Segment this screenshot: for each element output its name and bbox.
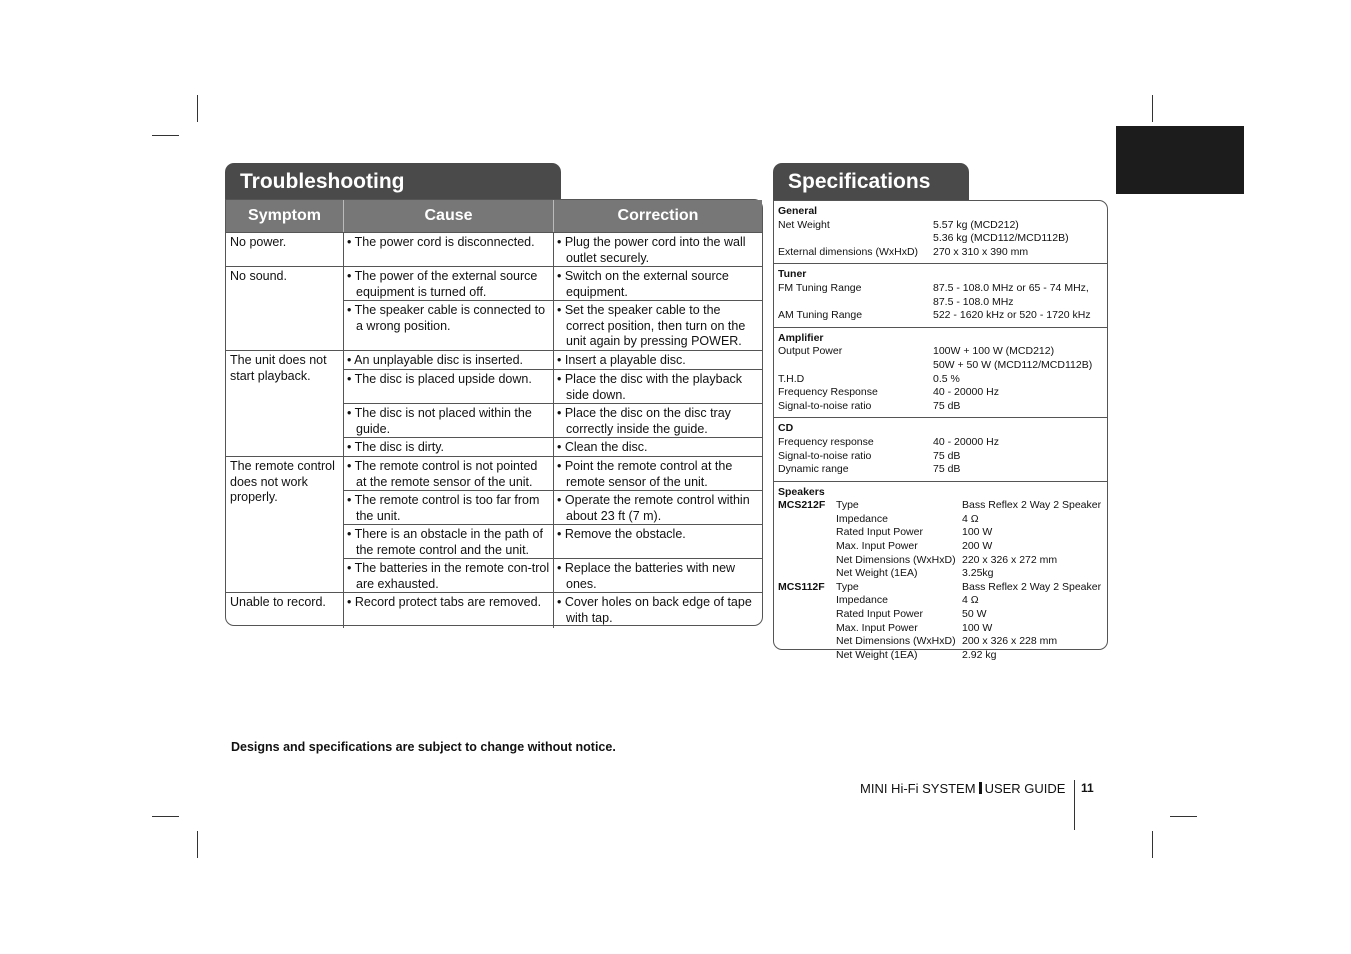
spec-general xyxy=(774,201,1107,263)
spec-label: T.H.D xyxy=(778,372,805,385)
table-row xyxy=(344,233,762,266)
spec-value: 100 W xyxy=(962,526,993,539)
cause-cell: • The power of the external source equipment is turned off. xyxy=(344,267,554,300)
symptom-cell: Unable to record. xyxy=(226,593,344,628)
page-number-divider xyxy=(1074,780,1075,830)
spec-label: Type xyxy=(836,580,859,593)
spec-label: Max. Input Power xyxy=(836,621,918,634)
spec-value: 100 W xyxy=(962,621,993,634)
table-row xyxy=(344,524,762,558)
spec-value: 220 x 326 x 272 mm xyxy=(962,553,1058,566)
footer xyxy=(860,781,1065,796)
footer-separator xyxy=(979,782,982,794)
spec-value: 5.36 kg (MCD112/MCD112B) xyxy=(933,232,1069,245)
table-row xyxy=(344,369,762,403)
spec-value: 0.5 % xyxy=(933,372,960,385)
spec-label: External dimensions (WxHxD) xyxy=(778,245,919,258)
spec-value: 40 - 20000 Hz xyxy=(933,386,999,399)
table-row xyxy=(344,490,762,524)
spec-value: Bass Reflex 2 Way 2 Speaker xyxy=(962,580,1102,593)
symptom-group xyxy=(226,350,762,456)
correction-cell: • Place the disc on the disc tray correctly inside the guide. xyxy=(557,406,731,436)
spec-label: FM Tuning Range xyxy=(778,281,862,294)
correction-cell: • Plug the power cord into the wall outlet securely. xyxy=(557,235,746,265)
page-number: 11 xyxy=(1081,781,1094,795)
footer-product: MINI Hi-Fi SYSTEM xyxy=(860,781,976,796)
spec-heading: Speakers xyxy=(778,485,825,498)
symptom-cell: No power. xyxy=(226,233,344,266)
spec-label: Frequency response xyxy=(778,435,874,448)
spec-label: Impedance xyxy=(836,594,888,607)
spec-speakers xyxy=(774,481,1107,667)
cause-cell: • The power cord is disconnected. xyxy=(344,233,554,266)
spec-value: 100W + 100 W (MCD212) xyxy=(933,345,1055,358)
cause-cell: • An unplayable disc is inserted. xyxy=(344,351,554,369)
spec-value: 87.5 - 108.0 MHz or 65 - 74 MHz, xyxy=(933,281,1089,294)
spec-value: 522 - 1620 kHz or 520 - 1720 kHz xyxy=(933,309,1091,322)
spec-label: Net Weight (1EA) xyxy=(836,648,918,661)
spec-value: 50W + 50 W (MCD112/MCD112B) xyxy=(933,358,1093,371)
spec-value: 75 dB xyxy=(933,399,961,412)
table-row xyxy=(344,558,762,592)
speaker-model: MCS112F xyxy=(778,580,825,593)
table-header xyxy=(226,200,762,232)
spec-value: 200 W xyxy=(962,540,993,553)
spec-value: 5.57 kg (MCD212) xyxy=(933,218,1019,231)
spec-value: 87.5 - 108.0 MHz xyxy=(933,295,1014,308)
spec-cd xyxy=(774,417,1107,480)
cause-cell: • The remote control is not pointed at the remote sensor of the unit. xyxy=(344,457,554,490)
crop-mark xyxy=(197,831,198,858)
crop-mark xyxy=(1170,816,1197,817)
table-row xyxy=(344,300,762,350)
spec-label: Frequency Response xyxy=(778,386,878,399)
spec-label: Rated Input Power xyxy=(836,608,923,621)
cause-cell: • The batteries in the remote con-trol are exhausted. xyxy=(344,559,554,592)
correction-cell: • Remove the obstacle. xyxy=(557,527,686,541)
speaker-model: MCS212F xyxy=(778,499,826,512)
spec-label: Max. Input Power xyxy=(836,540,918,553)
correction-cell: • Point the remote control at the remote sensor of the unit. xyxy=(557,459,733,489)
correction-cell: • Insert a playable disc. xyxy=(557,353,686,367)
cause-cell: • There is an obstacle in the path of the remote control and the unit. xyxy=(344,525,554,558)
crop-mark xyxy=(1152,831,1153,858)
spec-value: 40 - 20000 Hz xyxy=(933,435,999,448)
spec-heading: Amplifier xyxy=(778,331,824,344)
footer-guide: USER GUIDE xyxy=(984,781,1066,796)
spec-value: 75 dB xyxy=(933,449,961,462)
spec-label: Dynamic range xyxy=(778,463,849,476)
spec-label: Signal-to-noise ratio xyxy=(778,449,872,462)
spec-label: AM Tuning Range xyxy=(778,309,863,322)
spec-value: 4 Ω xyxy=(962,594,979,607)
spec-value: 200 x 326 x 228 mm xyxy=(962,635,1058,648)
cause-cell: • The remote control is too far from the unit. xyxy=(344,491,554,524)
table-row xyxy=(344,457,762,490)
spec-heading: CD xyxy=(778,422,794,435)
spec-label: Impedance xyxy=(836,512,888,525)
symptom-group xyxy=(226,456,762,592)
table-row xyxy=(344,593,762,628)
crop-mark xyxy=(152,816,179,817)
header-cause: Cause xyxy=(344,200,554,232)
table-row xyxy=(344,351,762,369)
spec-label: Net Weight xyxy=(778,218,830,231)
correction-cell: • Place the disc with the playback side down. xyxy=(557,372,743,402)
spec-heading: General xyxy=(778,205,818,217)
correction-cell: • Switch on the external source equipment. xyxy=(557,269,729,299)
table-row xyxy=(344,267,762,300)
spec-label: Net Dimensions (WxHxD) xyxy=(836,635,956,648)
table-row xyxy=(344,437,762,456)
specifications-panel xyxy=(773,200,1108,661)
spec-value: 2.92 kg xyxy=(962,648,997,661)
crop-mark xyxy=(152,135,179,136)
cause-cell: • The speaker cable is connected to a wrong position. xyxy=(344,301,554,350)
correction-cell: • Clean the disc. xyxy=(557,440,648,454)
spec-label: Net Weight (1EA) xyxy=(836,567,918,580)
spec-value: 75 dB xyxy=(933,463,961,476)
symptom-cell: The remote control does not work properly. xyxy=(226,457,344,592)
spec-value: Bass Reflex 2 Way 2 Speaker xyxy=(962,499,1102,512)
troubleshooting-table xyxy=(225,199,763,626)
spec-label: Net Dimensions (WxHxD) xyxy=(836,553,956,566)
spec-value: 4 Ω xyxy=(962,512,979,525)
symptom-cell: The unit does not start playback. xyxy=(226,351,344,456)
symptom-group xyxy=(226,592,762,628)
spec-tuner xyxy=(774,263,1107,326)
cause-cell: • The disc is placed upside down. xyxy=(344,370,554,403)
spec-value: 270 x 310 x 390 mm xyxy=(933,245,1029,258)
symptom-group xyxy=(226,266,762,350)
page-tab-marker xyxy=(1116,126,1244,194)
cause-cell: • The disc is dirty. xyxy=(344,438,554,456)
crop-mark xyxy=(197,95,198,122)
header-symptom: Symptom xyxy=(226,200,344,232)
symptom-cell: No sound. xyxy=(226,267,344,350)
notice-text: Designs and specifications are subject to change without notice. xyxy=(231,740,616,754)
correction-cell: • Set the speaker cable to the correct position, then turn on the unit again by pressing POWER. xyxy=(557,303,746,348)
spec-amplifier xyxy=(774,327,1107,418)
spec-label: Signal-to-noise ratio xyxy=(778,399,872,412)
specifications-title: Specifications xyxy=(773,163,969,201)
header-correction: Correction xyxy=(617,207,699,224)
spec-label: Output Power xyxy=(778,345,843,358)
table-row xyxy=(344,403,762,437)
symptom-group xyxy=(226,232,762,266)
correction-cell: • Cover holes on back edge of tape with tap. xyxy=(557,595,752,625)
correction-cell: • Replace the batteries with new ones. xyxy=(557,561,736,591)
spec-label: Rated Input Power xyxy=(836,526,923,539)
troubleshooting-title: Troubleshooting xyxy=(225,163,561,201)
spec-heading: Tuner xyxy=(778,268,807,281)
spec-label: Type xyxy=(836,499,859,512)
spec-value: 3.25kg xyxy=(962,567,994,580)
cause-cell: • Record protect tabs are removed. xyxy=(344,593,554,628)
cause-cell: • The disc is not placed within the guide. xyxy=(344,404,554,437)
correction-cell: • Operate the remote control within about 23 ft (7 m). xyxy=(557,493,750,523)
crop-mark xyxy=(1152,95,1153,122)
spec-value: 50 W xyxy=(962,608,987,621)
